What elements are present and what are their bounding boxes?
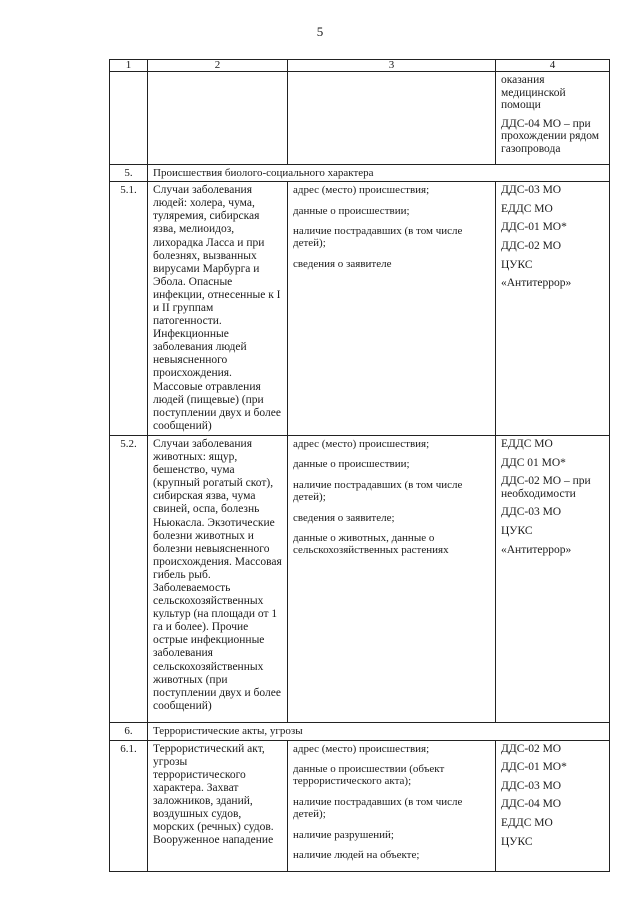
- info-list: [288, 435, 496, 722]
- event-text: Террористический акт, угрозы террористического характера. Захват заложников, зданий, воздушных судов, морских (речных) судов. Вооруженное нападение: [153, 742, 274, 847]
- section-row-5: [110, 164, 610, 182]
- table-row: [110, 182, 610, 436]
- service-item: оказания медицинской помощи: [501, 74, 566, 112]
- section-number: 5.: [110, 164, 148, 182]
- service-item: ДДС-04 МО – при прохождении рядом газопровода: [501, 117, 600, 155]
- info-item: наличие пострадавших (в том числе детей);: [293, 478, 463, 504]
- row-number: 5.1.: [110, 182, 148, 436]
- info-item: адрес (место) происшествия;: [293, 184, 430, 197]
- service-item: ДДС 01 МО*: [501, 456, 566, 469]
- info-list: [288, 182, 496, 436]
- service-item: ЕДДС МО: [501, 437, 553, 450]
- info-item: сведения о заявителе;: [293, 511, 395, 524]
- services-list: [496, 435, 610, 722]
- info-item: наличие пострадавших (в том числе детей);: [293, 224, 463, 250]
- services-list: [496, 182, 610, 436]
- info-item: сведения о заявителе: [293, 257, 392, 270]
- info-item: данные о происшествии (объект террористического акта);: [293, 762, 445, 788]
- header-col-2: 2: [148, 60, 288, 72]
- info-item: адрес (место) происшествия;: [293, 437, 430, 450]
- info-item: наличие разрушений;: [293, 828, 394, 841]
- table-row: [110, 435, 610, 722]
- service-item: ЕДДС МО: [501, 202, 553, 215]
- info-item: данные о животных, данные о сельскохозяйственных растениях: [293, 531, 449, 557]
- event-description: [148, 435, 288, 722]
- header-row: [110, 60, 610, 72]
- service-item: ДДС-01 МО*: [501, 221, 567, 234]
- info-item: адрес (место) происшествия;: [293, 742, 430, 755]
- service-item: ДДС-01 МО*: [501, 761, 567, 774]
- section-row-6: [110, 722, 610, 740]
- info-item: данные о происшествии;: [293, 458, 410, 471]
- continuation-services: [496, 72, 610, 165]
- section-title: Террористические акты, угрозы: [148, 722, 610, 740]
- event-description: [148, 182, 288, 436]
- section-title: Происшествия биолого-социального характера: [148, 164, 610, 182]
- service-item: «Антитеррор»: [501, 277, 572, 290]
- services-table: [109, 59, 610, 872]
- service-item: ЕДДС МО: [501, 816, 553, 829]
- info-item: наличие пострадавших (в том числе детей);: [293, 795, 463, 821]
- table-row: [110, 740, 610, 872]
- header-col-3: 3: [288, 60, 496, 72]
- service-item: ДДС-03 МО: [501, 184, 562, 197]
- service-item: ЦУКС: [501, 835, 533, 848]
- service-item: ЦУКС: [501, 524, 533, 537]
- service-item: ДДС-02 МО – при необходимости: [501, 475, 591, 500]
- service-item: ЦУКС: [501, 258, 533, 271]
- service-item: ДДС-02 МО: [501, 239, 562, 252]
- row-number: 5.2.: [110, 435, 148, 722]
- services-list: [496, 740, 610, 872]
- info-item: данные о происшествии;: [293, 204, 410, 217]
- row-number: 6.1.: [110, 740, 148, 872]
- service-item: ДДС-03 МО: [501, 779, 562, 792]
- section-number: 6.: [110, 722, 148, 740]
- service-item: ДДС-02 МО: [501, 742, 562, 755]
- event-description: [148, 740, 288, 872]
- event-text: Случаи заболевания животных: ящур, бешенство, чума (крупный рогатый скот), сибирская язва, чума свиней, оспа, болезнь Ньюкасла. Экзотические болезни животных и болезни невыясненного происхождения. Массовая гибель рыб. Заболеваемость сельскохозяйственных культур (на площади от 1 га и более). Прочие острые инфекционные заболевания сельскохозяйственных животных (при поступлении двух и более сообщений): [153, 437, 282, 712]
- service-item: «Антитеррор»: [501, 543, 572, 556]
- header-col-1: 1: [110, 60, 148, 72]
- service-item: ДДС-04 МО: [501, 798, 562, 811]
- event-text: Случаи заболевания людей: холера, чума, туляремия, сибирская язва, мелиоидоз, лихорадка Ласса и при болезнях, вызванных вирусами Марбурга и Эбола. Опасные инфекции, отнесенные к I и II группам патогенности. Инфекционные заболевания людей невыясненного происхождения. Массовые отравления людей (пищевые) (при поступлении двух и более сообщений): [153, 184, 281, 432]
- header-col-4: 4: [496, 60, 610, 72]
- info-list: [288, 740, 496, 872]
- info-item: наличие людей на объекте;: [293, 848, 420, 861]
- page-number: 5: [316, 24, 324, 39]
- continuation-row: [110, 72, 610, 165]
- service-item: ДДС-03 МО: [501, 506, 562, 519]
